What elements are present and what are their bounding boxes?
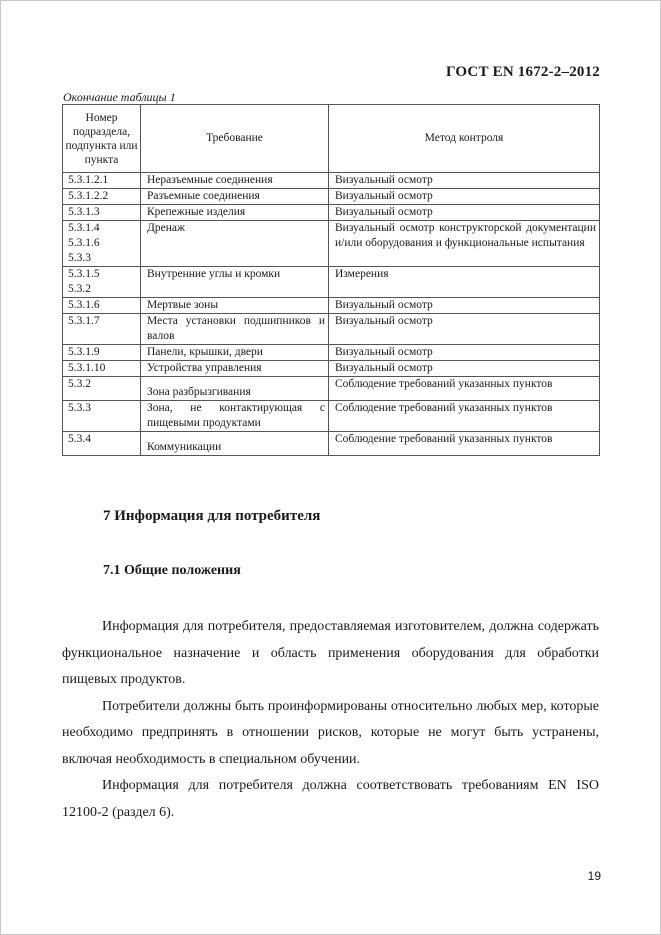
- table-row: [63, 205, 600, 221]
- row-method: Измерения: [329, 267, 600, 298]
- table-caption: Окончание таблицы 1: [63, 90, 176, 104]
- row-requirement: Места установки подшипников и валов: [141, 314, 329, 345]
- table-row: [63, 361, 600, 377]
- table-header-row: [63, 105, 600, 173]
- row-requirement: Разъемные соединения: [141, 189, 329, 205]
- section-heading: 7 Информация для потребителя: [103, 508, 321, 524]
- row-method: Визуальный осмотр: [329, 298, 600, 314]
- row-requirement: Мертвые зоны: [141, 298, 329, 314]
- row-method: Визуальный осмотр: [329, 189, 600, 205]
- row-number: 5.3.1.6: [63, 298, 141, 314]
- row-requirement: Зона, не контактирующая с пищевыми продуктами: [141, 401, 329, 432]
- row-requirement: Коммуникации: [147, 441, 222, 453]
- row-number: 5.3.1.10: [63, 361, 141, 377]
- row-requirement: Панели, крышки, двери: [141, 345, 329, 361]
- row-requirement: Зона разбрызгивания: [147, 386, 251, 398]
- row-number: 5.3.4: [63, 432, 141, 456]
- paragraph: Потребители должны быть проинформированы относительно любых мер, которые необходимо предпринять в отношении рисков, которые не могут быть устранены, включая необходимость в специальном обучении.: [62, 698, 599, 767]
- row-number: 5.3.1.2.1: [63, 173, 141, 189]
- row-number: 5.3.3: [63, 401, 141, 432]
- row-number: 5.3.1.4 5.3.1.6 5.3.3: [63, 221, 141, 267]
- requirements-table: [62, 104, 600, 456]
- row-method: Визуальный осмотр: [329, 205, 600, 221]
- row-number: 5.3.2: [63, 377, 141, 401]
- paragraph: Информация для потребителя, предоставляемая изготовителем, должна содержать функциональное назначение и область применения оборудования для обработки пищевых продуктов.: [62, 619, 599, 687]
- row-requirement: Неразъемные соединения: [141, 173, 329, 189]
- column-header-method: Метод контроля: [329, 105, 600, 173]
- row-method: Визуальный осмотр: [329, 361, 600, 377]
- table-row: [63, 298, 600, 314]
- row-requirement: Устройства управления: [141, 361, 329, 377]
- table-row: [63, 189, 600, 205]
- row-requirement: Внутренние углы и кромки: [141, 267, 329, 298]
- subsection-heading: 7.1 Общие положения: [103, 563, 241, 578]
- row-number: 5.3.1.2.2: [63, 189, 141, 205]
- row-method: Соблюдение требований указанных пунктов: [329, 432, 600, 456]
- row-number: 5.3.1.3: [63, 205, 141, 221]
- row-number: 5.3.1.5 5.3.2: [63, 267, 141, 298]
- row-method: Визуальный осмотр: [329, 345, 600, 361]
- row-requirement: Крепежные изделия: [141, 205, 329, 221]
- row-method: Соблюдение требований указанных пунктов: [329, 377, 600, 401]
- row-requirement: Дренаж: [141, 221, 329, 267]
- body-text: [62, 614, 599, 826]
- row-method: Соблюдение требований указанных пунктов: [329, 401, 600, 432]
- column-header-subsection: Номер подраздела, подпункта или пункта: [63, 105, 141, 173]
- table-row: [63, 267, 600, 298]
- row-requirement-cell: [141, 432, 329, 456]
- table-row: [63, 345, 600, 361]
- table-row: [63, 401, 600, 432]
- row-number: 5.3.1.7: [63, 314, 141, 345]
- row-method: Визуальный осмотр конструкторской документации и/или оборудования и функциональные испытания: [329, 221, 600, 267]
- row-number: 5.3.1.9: [63, 345, 141, 361]
- row-requirement-cell: [141, 377, 329, 401]
- row-method: Визуальный осмотр: [329, 314, 600, 345]
- table-row: [63, 432, 600, 456]
- table-row: [63, 173, 600, 189]
- document-code: ГОСТ EN 1672-2–2012: [446, 64, 600, 80]
- page-number: 19: [587, 869, 601, 883]
- table-row: [63, 377, 600, 401]
- table-row: [63, 314, 600, 345]
- column-header-requirement: Требование: [141, 105, 329, 173]
- row-method: Визуальный осмотр: [329, 173, 600, 189]
- paragraph: Информация для потребителя должна соответствовать требованиям EN ISO 12100-2 (раздел 6).: [62, 778, 599, 820]
- table-row: [63, 221, 600, 267]
